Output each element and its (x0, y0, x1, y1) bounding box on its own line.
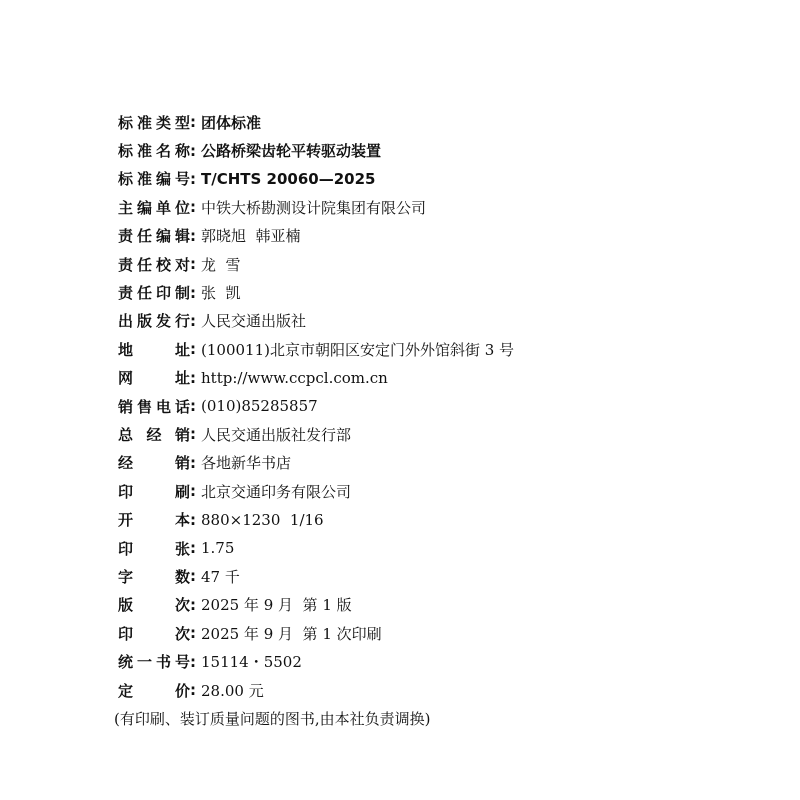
row-value: 15114・5502 (201, 653, 302, 672)
copyright-page (114, 108, 758, 733)
website-row (118, 364, 758, 392)
row-value: 2025 年 9 月 第 1 次印刷 (201, 624, 382, 643)
impression-row (118, 619, 758, 647)
row-label: 版次 (118, 596, 190, 615)
quality-guarantee-note: (有印刷、装订质量问题的图书,由本社负责调换) (114, 709, 431, 728)
row-label: 印刷 (118, 482, 190, 501)
format-row (118, 505, 758, 533)
row-colon: : (190, 567, 196, 586)
row-label: 标准名称 (118, 142, 190, 161)
row-value: 47 千 (201, 567, 240, 586)
row-value: 公路桥梁齿轮平转驱动装置 (201, 142, 382, 161)
row-value: 人民交通出版社发行部 (201, 425, 352, 444)
row-colon: : (190, 169, 196, 188)
row-label: 印张 (118, 539, 190, 558)
row-value: 团体标准 (201, 113, 262, 132)
row-colon: : (190, 368, 196, 387)
row-value: 郭晓旭 韩亚楠 (201, 227, 301, 246)
row-colon: : (190, 226, 196, 245)
row-colon: : (190, 482, 196, 501)
row-value: http://www.ccpcl.com.cn (201, 368, 388, 387)
row-colon: : (190, 652, 196, 671)
row-value: 张 凯 (201, 284, 241, 303)
row-colon: : (190, 255, 196, 274)
row-colon: : (190, 311, 196, 330)
general-distributor-row (118, 420, 758, 448)
row-value: T/CHTS 20060—2025 (201, 169, 376, 188)
printer-row (118, 477, 758, 505)
row-colon: : (190, 283, 196, 302)
row-colon: : (190, 141, 196, 160)
row-colon: : (190, 681, 196, 699)
row-label: 责任印制 (118, 284, 190, 303)
responsible-editor-row (118, 222, 758, 250)
row-value: 880×1230 1/16 (201, 510, 324, 529)
row-colon: : (190, 453, 196, 472)
row-label: 地址 (118, 340, 190, 359)
row-label: 经销 (118, 454, 190, 473)
row-value: 龙 雪 (201, 255, 241, 274)
row-label: 主编单位 (118, 198, 190, 217)
row-colon: : (190, 595, 196, 614)
printed-sheets-row (118, 534, 758, 562)
row-label: 责任校对 (118, 255, 190, 274)
row-colon: : (190, 113, 196, 132)
row-label: 销售电话 (118, 397, 190, 416)
row-value: 人民交通出版社 (201, 312, 307, 331)
row-colon: : (190, 340, 196, 359)
edition-row (118, 591, 758, 619)
row-label: 定价 (118, 681, 190, 700)
row-label: 统一书号 (118, 653, 190, 672)
address-row (118, 335, 758, 363)
publisher-row (118, 307, 758, 335)
standard-name-row (118, 136, 758, 164)
row-value: 中铁大桥勘测设计院集团有限公司 (201, 198, 427, 217)
sales-phone-row (118, 392, 758, 420)
distributor-row (118, 449, 758, 477)
row-value: 2025 年 9 月 第 1 版 (201, 596, 352, 615)
row-label: 总经销 (118, 425, 190, 444)
chief-editing-unit-row (118, 193, 758, 221)
row-colon: : (190, 198, 196, 217)
print-supervisor-row (118, 278, 758, 306)
book-number-row (118, 647, 758, 675)
row-value: 28.00 元 (201, 681, 264, 700)
row-label: 标准类型 (118, 113, 190, 132)
row-value: 1.75 (201, 539, 235, 558)
row-colon: : (190, 397, 196, 416)
row-label: 印次 (118, 624, 190, 643)
row-colon: : (190, 510, 196, 529)
row-colon: : (190, 624, 196, 643)
row-label: 责任编辑 (118, 227, 190, 246)
standard-number-row (118, 165, 758, 193)
row-label: 网址 (118, 369, 190, 388)
proofreader-row (118, 250, 758, 278)
row-value: 各地新华书店 (201, 454, 292, 473)
row-value: (010)85285857 (201, 397, 318, 416)
row-value: 北京交通印务有限公司 (201, 482, 352, 501)
row-label: 标准编号 (118, 170, 190, 189)
row-label: 出版发行 (118, 312, 190, 331)
row-value: (100011)北京市朝阳区安定门外外馆斜街 3 号 (201, 340, 515, 359)
price-row (118, 676, 758, 704)
row-colon: : (190, 539, 196, 558)
row-colon: : (190, 425, 196, 444)
row-label: 开本 (118, 511, 190, 530)
standard-type-row (118, 108, 758, 136)
row-label: 字数 (118, 567, 190, 586)
word-count-row (118, 562, 758, 590)
